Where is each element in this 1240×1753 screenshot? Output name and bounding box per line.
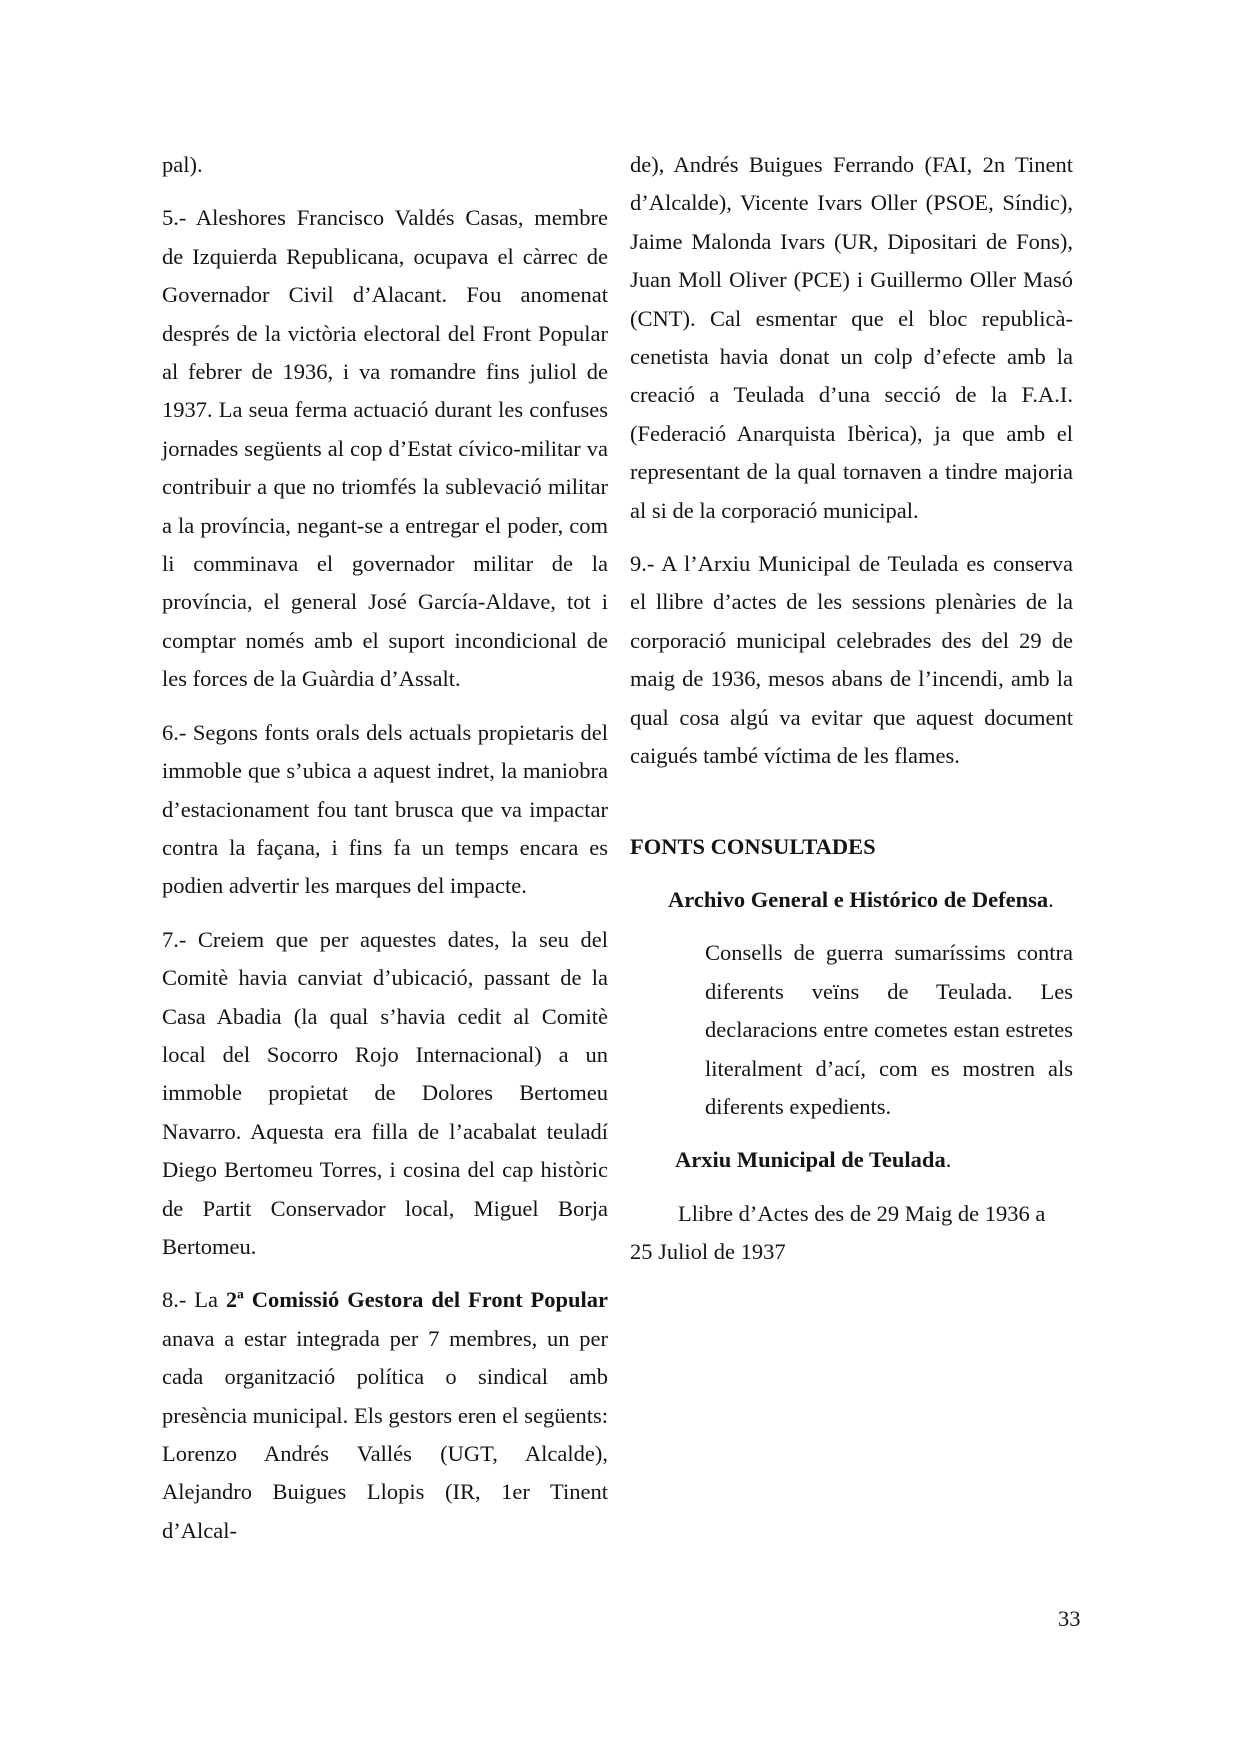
footnote-8: 8.- La 2ª Comissió Gestora del Front Popular anava a estar integrada per 7 membres, un per cada organització política o sindical amb presència municipal. Els gestors eren el següents: Lorenzo Andrés Vallés (UGT, Alcalde), Alejandro Buigues Llopis (IR, 1er Tinent d’Alcal-	[162, 1287, 608, 1543]
right-column	[630, 146, 1073, 1272]
source-2-description: Llibre d’Actes des de 29 Maig de 1936 a 25 Juliol de 1937	[630, 1200, 1046, 1265]
source-2-title: Arxiu Municipal de Teulada.	[675, 1147, 952, 1173]
carryover-paragraph: pal).	[162, 152, 203, 177]
footnote-8-continuation: de), Andrés Buigues Ferrando (FAI, 2n Tinent d’Alcalde), Vicente Ivars Oller (PSOE, Síndic), Jaime Malonda Ivars (UR, Dipositari de Fons), Juan Moll Oliver (PCE) i Guillermo Oller Masó (CNT). Cal esmentar que el bloc republicà-cenetista havia donat un colp d’efecte amb la creació a Teulada d’una secció de la F.A.I. (Federació Anarquista Ibèrica), ja que amb el representant de la qual tornaven a tindre majoria al si de la corporació municipal.	[630, 152, 1073, 523]
footnote-6: 6.- Segons fonts orals dels actuals propietaris del immoble que s’ubica a aquest indret, la maniobra d’estacionament fou tant brusca que va impactar contra la façana, i fins fa un temps encara es podien advertir les marques del impacte.	[162, 719, 608, 899]
footnote-9: 9.- A l’Arxiu Municipal de Teulada es conserva el llibre d’actes de les sessions plenàries de la corporació municipal celebrades des del 29 de maig de 1936, mesos abans de l’incendi, amb la qual cosa algú va evitar que aquest document caigués també víctima de les flames.	[630, 551, 1073, 769]
footnote-5: 5.- Aleshores Francisco Valdés Casas, membre de Izquierda Republicana, ocupava el càrrec de Governador Civil d’Alacant. Fou anomenat després de la victòria electoral del Front Popular al febrer de 1936, i va romandre fins juliol de 1937. La seua ferma actuació durant les confuses jornades següents al cop d’Estat cívico-militar va contribuir a que no triomfés la sublevació militar a la província, negant-se a entregar el poder, com li comminava el governador militar de la província, el general José García-Aldave, tot i comptar només amb el suport incondicional de les forces de la Guàrdia d’Assalt.	[162, 205, 608, 692]
sources-section-heading: FONTS CONSULTADES	[630, 833, 876, 859]
left-column	[162, 146, 608, 1565]
page-number: 33	[1058, 1606, 1081, 1631]
source-1-description: Consells de guerra sumaríssims contra diferents veïns de Teulada. Les declaracions entre cometes estan estretes literalment d’ací, com es mostren als diferents expedients.	[705, 940, 1073, 1119]
footnote-7: 7.- Creiem que per aquestes dates, la seu del Comitè havia canviat d’ubicació, passant de la Casa Abadia (la qual s’havia cedit al Comitè local del Socorro Rojo Internacional) a un immoble propietat de Dolores Bertomeu Navarro. Aquesta era filla de l’acabalat teuladí Diego Bertomeu Torres, i cosina del cap històric de Partit Conservador local, Miguel Borja Bertomeu.	[162, 926, 608, 1259]
source-1-title: Archivo General e Histórico de Defensa.	[668, 886, 1054, 912]
